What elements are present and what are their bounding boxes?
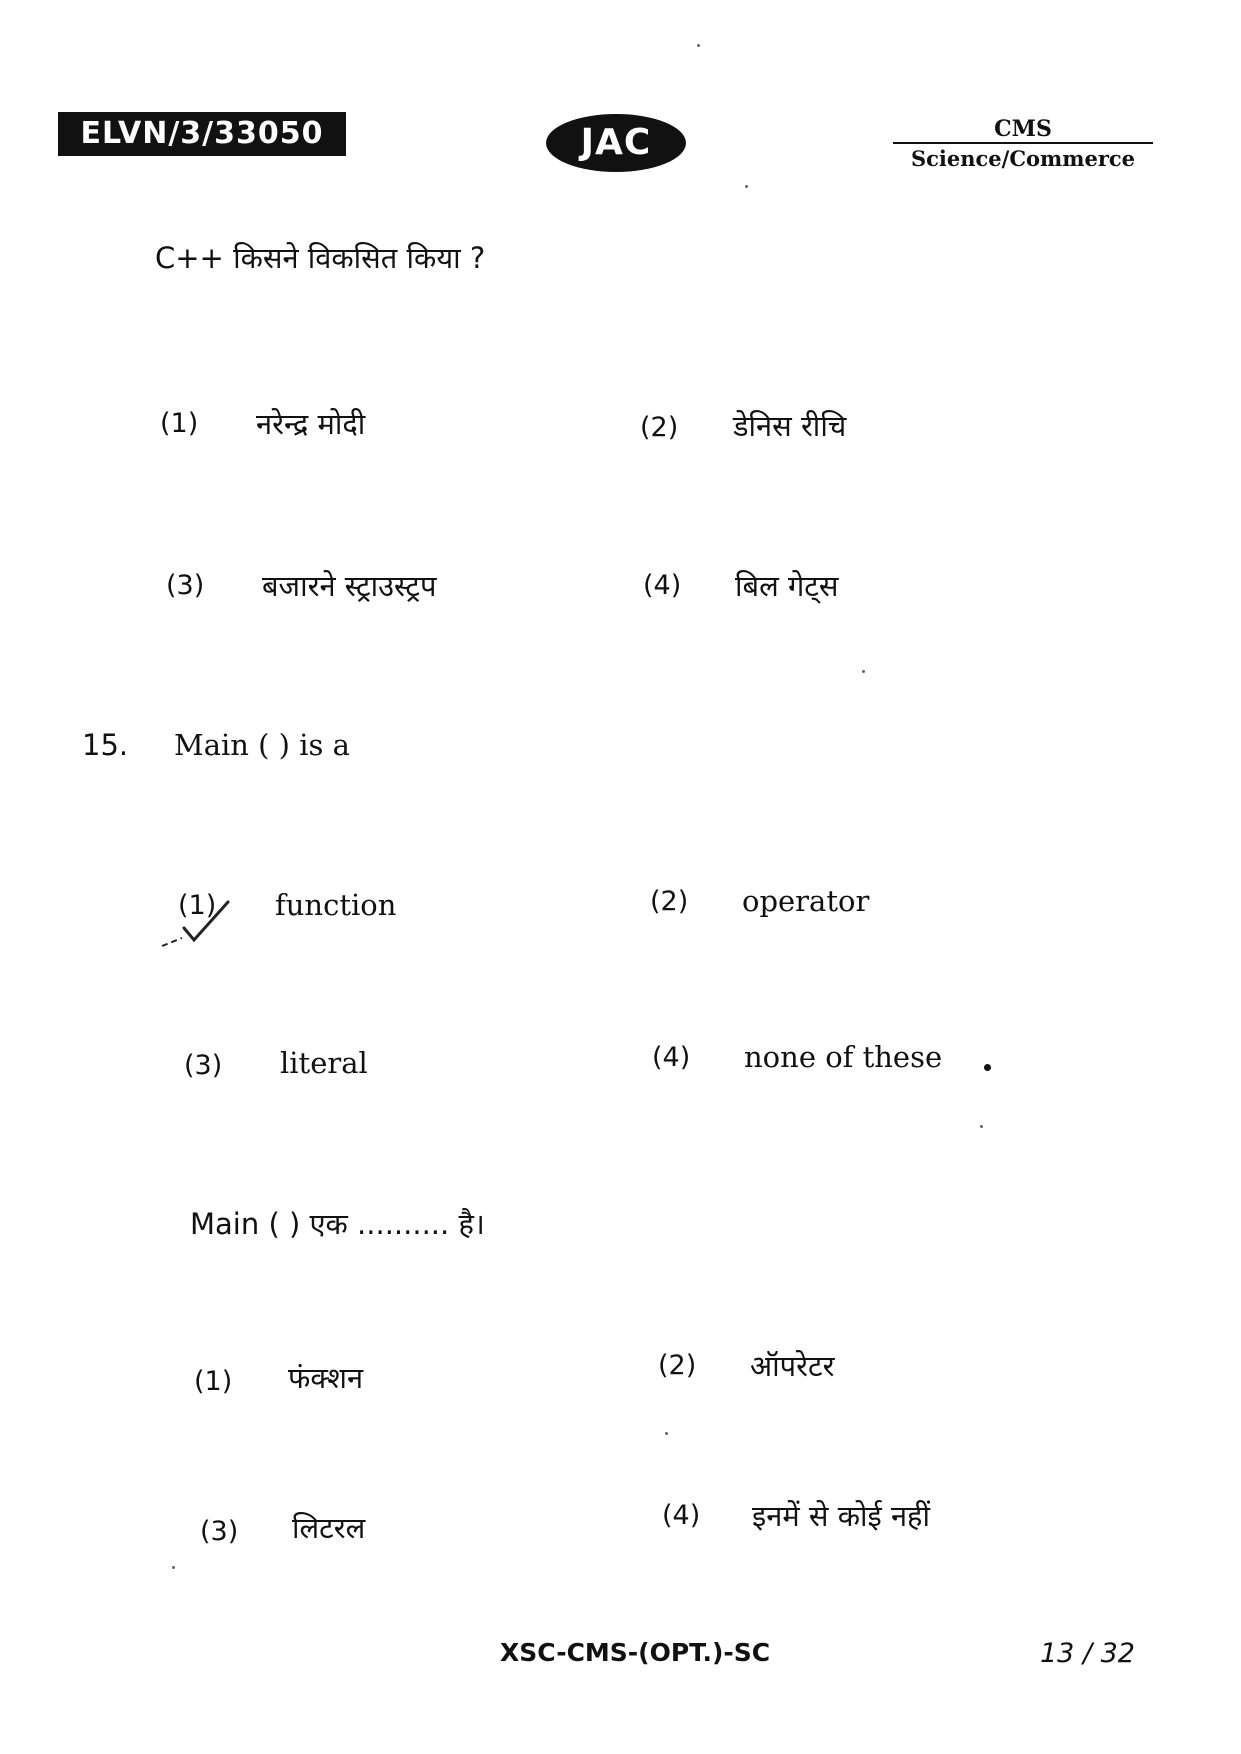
q15-option-1-number: (1) [178, 890, 217, 921]
q15-hindi-option-2-text: ऑपरेटर [750, 1349, 835, 1383]
scan-speck [697, 44, 700, 47]
q15-option-3-text: literal [280, 1046, 368, 1080]
q15-hindi-option-3-number: (3) [200, 1516, 239, 1547]
q15-option-3-number: (3) [184, 1050, 223, 1081]
question-15-text: Main ( ) is a [174, 728, 350, 762]
question-15-number: 15. [82, 728, 129, 762]
scan-speck [172, 1566, 175, 1569]
scan-speck [665, 1432, 668, 1435]
q14-hindi-option-1-number: (1) [160, 408, 199, 439]
q15-option-1-text: function [275, 888, 397, 922]
q14-hindi-option-4-text: बिल गेट्स [735, 569, 839, 603]
paper-code: ELVN/3/33050 [58, 112, 346, 156]
question-15-hindi-text: Main ( ) एक .......... है। [190, 1207, 485, 1241]
q15-hindi-option-4-number: (4) [662, 1500, 701, 1531]
q14-hindi-option-4-number: (4) [643, 570, 682, 601]
q14-hindi-option-2-number: (2) [640, 412, 679, 443]
q15-hindi-option-2-number: (2) [658, 1350, 697, 1381]
board-logo: JAC [546, 114, 686, 172]
q15-hindi-option-4-text: इनमें से कोई नहीं [752, 1499, 930, 1533]
q14-hindi-option-3-number: (3) [166, 570, 205, 601]
q14-hindi-option-3-text: बजारने स्ट्राउस्ट्रप [262, 569, 437, 603]
ink-dot [984, 1064, 991, 1071]
subject-block [893, 116, 1153, 174]
q15-option-2-text: operator [742, 884, 870, 918]
q14-hindi-option-1-text: नरेन्द्र मोदी [256, 407, 366, 441]
check-mark-icon [160, 900, 240, 950]
q15-option-2-number: (2) [650, 886, 689, 917]
footer-paper-code: XSC-CMS-(OPT.)-SC [500, 1638, 771, 1667]
scan-speck [745, 185, 748, 188]
scan-speck [862, 670, 865, 673]
scan-speck [980, 1125, 983, 1128]
page-number: 13 / 32 [1040, 1638, 1135, 1669]
q15-hindi-option-1-number: (1) [194, 1366, 233, 1397]
q15-hindi-option-3-text: लिटरल [292, 1511, 366, 1545]
q15-option-4-text: none of these [744, 1040, 943, 1074]
question-14-hindi-text: C++ किसने विकसित किया ? [155, 241, 486, 275]
q15-option-4-number: (4) [652, 1042, 691, 1073]
q14-hindi-option-2-text: डेनिस रीचि [733, 409, 847, 443]
subject-stream: Science/Commerce [910, 146, 1136, 171]
q15-hindi-option-1-text: फंक्शन [288, 1361, 364, 1395]
subject-code: CMS [893, 116, 1153, 144]
